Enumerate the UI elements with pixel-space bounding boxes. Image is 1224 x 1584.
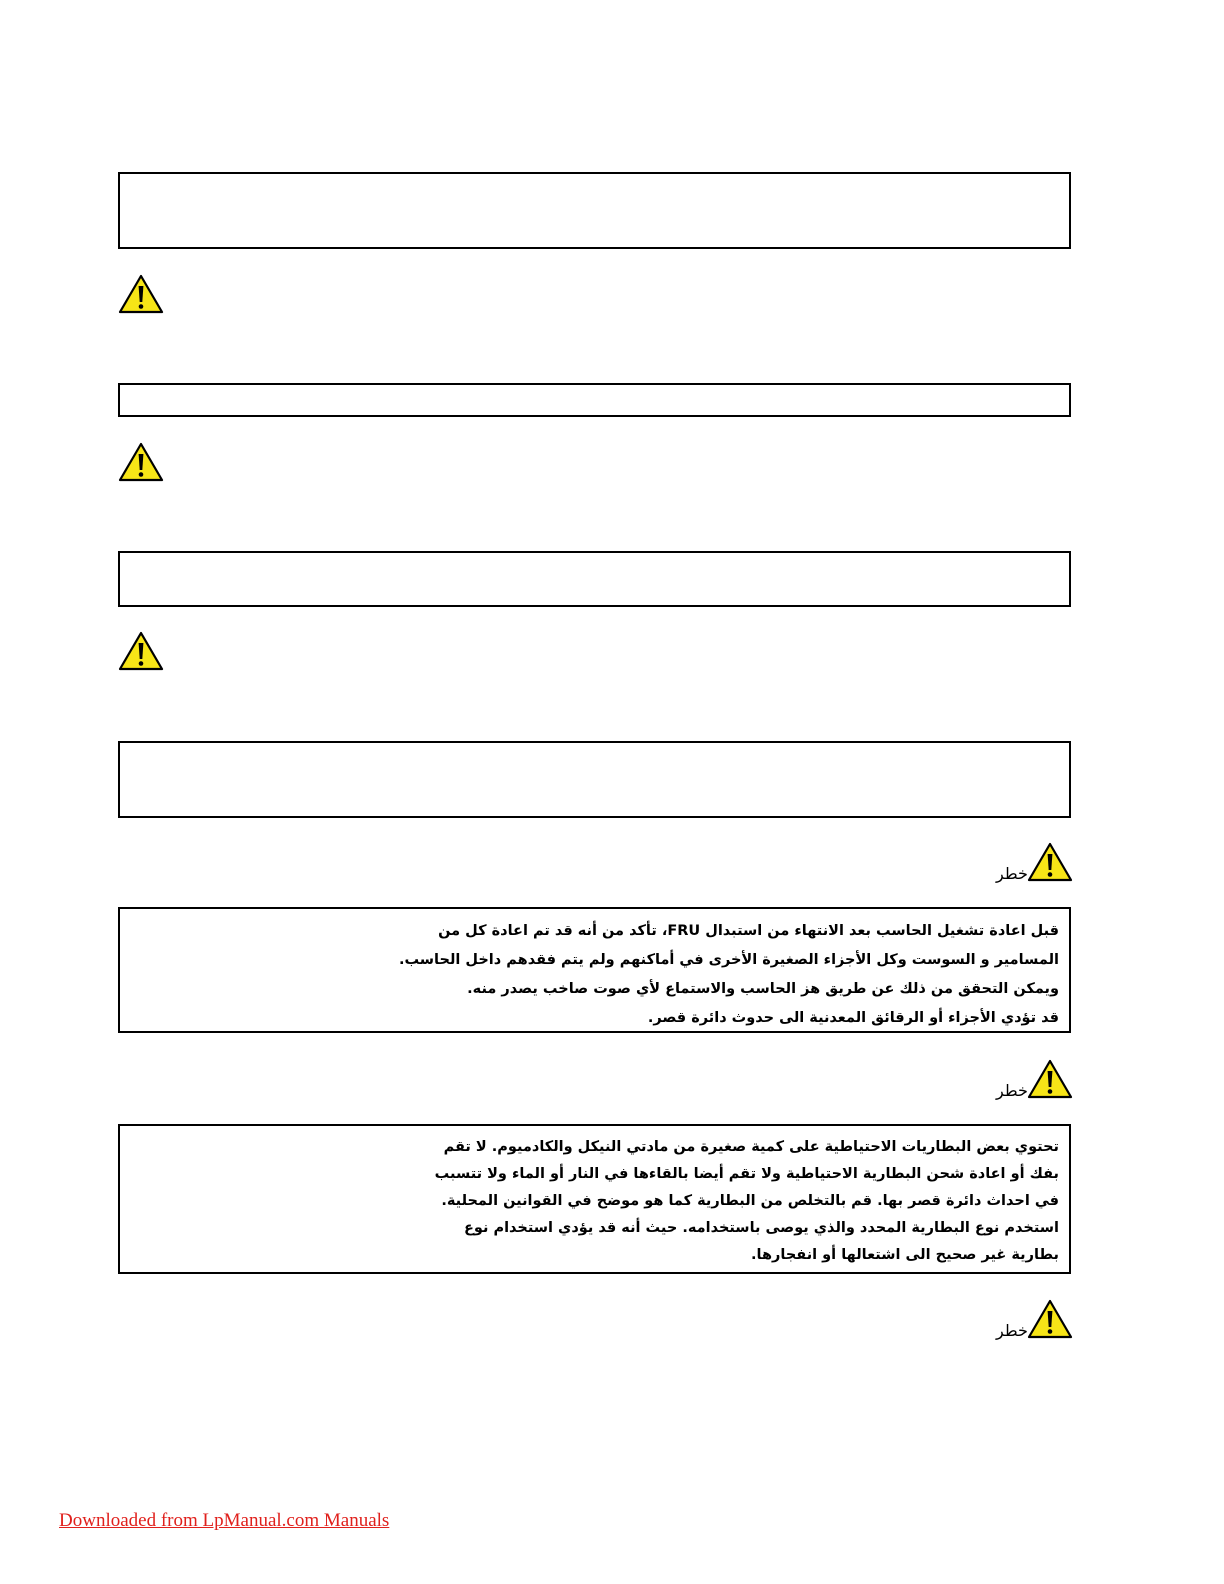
notice-line: استخدم نوع البطارية المحدد والذي يوصى باستخدامه. حيث أنه قد يؤدي استخدام نوع (463, 1220, 1059, 1236)
notice-line: قبل اعادة تشغيل الحاسب بعد الانتهاء من استبدال FRU، تأكد من أنه قد تم اعادة كل من (438, 923, 1059, 939)
warning-triangle-icon (118, 441, 164, 483)
empty-notice-box-3 (118, 551, 1071, 607)
notice-line: بفك أو اعادة شحن البطارية الاحتياطية ولا تقم أيضا بالقاءها في النار أو الماء ولا تتسبب (434, 1166, 1059, 1182)
notice-line: تحتوي بعض البطاريات الاحتياطية على كمية صغيرة من مادتي النيكل والكادميوم. لا تقم (443, 1139, 1059, 1155)
warning-triangle-icon (118, 630, 164, 672)
notice-text (435, 1134, 1059, 1269)
danger-label: خطر (996, 1321, 1028, 1340)
warning-triangle-icon (1027, 1058, 1073, 1100)
empty-notice-box-2 (118, 383, 1071, 417)
empty-notice-box-4 (118, 741, 1071, 818)
warning-triangle-icon (118, 273, 164, 315)
danger-label: خطر (996, 864, 1028, 883)
notice-line: في احداث دائرة قصر بها. قم بالتخلص من البطارية كما هو موضح في القوانين المحلية. (441, 1193, 1059, 1209)
danger-label: خطر (996, 1081, 1028, 1100)
notice-line: ويمكن التحقق من ذلك عن طريق هز الحاسب والاستماع لأي صوت صاخب يصدر منه. (467, 981, 1059, 997)
notice-text (399, 917, 1059, 1033)
notice-line: قد تؤدي الأجزاء أو الرقائق المعدنية الى حدوث دائرة قصر. (647, 1010, 1059, 1026)
notice-line: المسامير و السوست وكل الأجزاء الصغيرة الأخرى في أماكنهم ولم يتم فقدهم داخل الحاسب. (398, 952, 1059, 968)
warning-triangle-icon (1027, 1298, 1073, 1340)
empty-notice-box-1 (118, 172, 1071, 249)
warning-triangle-icon (1027, 841, 1073, 883)
notice-line: بطارية غير صحيح الى اشتعالها أو انفجارها. (751, 1247, 1059, 1263)
danger-notice-box-fru (118, 907, 1071, 1033)
danger-notice-box-battery (118, 1124, 1071, 1274)
footer-download-link[interactable]: Downloaded from LpManual.com Manuals (59, 1510, 390, 1531)
